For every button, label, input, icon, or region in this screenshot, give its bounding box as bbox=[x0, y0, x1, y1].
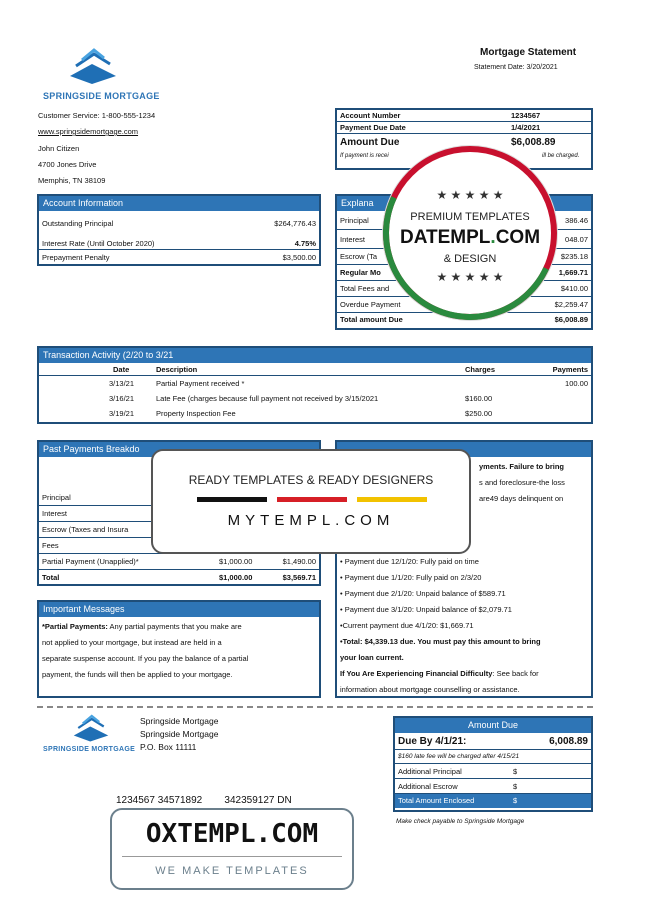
delinq-line: • Payment due 1/1/20: Fully paid on 2/3/20 bbox=[340, 573, 482, 582]
messages-title: Important Messages bbox=[39, 602, 319, 617]
table-row bbox=[39, 406, 591, 421]
past-payments-title: Past Payments Breakdo bbox=[39, 442, 319, 457]
flag-red bbox=[277, 497, 347, 502]
mytempl-com: MYTEMPL.COM bbox=[227, 512, 395, 529]
delinq-line: •Current payment due 4/1/20: $1,669.71 bbox=[340, 621, 474, 630]
and-design: & DESIGN bbox=[443, 253, 497, 265]
pp-fees: Fees bbox=[42, 541, 59, 550]
stars-bottom: ★ ★ ★ ★ ★ bbox=[436, 270, 504, 284]
messages-line1: Any partial payments that you make are bbox=[107, 622, 242, 631]
hardship-rest: : See back for bbox=[492, 669, 539, 678]
due-by-label: Due By 4/1/21: bbox=[398, 736, 467, 747]
customer-street: 4700 Jones Drive bbox=[38, 160, 97, 169]
delinq-line: • Payment due 3/1/20: Unpaid balance of $2,079.71 bbox=[340, 605, 512, 614]
delinq-total-1: •Total: $4,339.13 due. You must pay this amount to bring bbox=[340, 637, 541, 646]
messages-line3: separate suspense account. If you pay the balance of a partial bbox=[42, 654, 249, 663]
transactions-box bbox=[37, 346, 593, 424]
mytempl-watermark bbox=[151, 449, 471, 554]
table-row bbox=[39, 391, 591, 406]
transactions-title: Transaction Activity (2/20 to 3/21 bbox=[39, 348, 591, 363]
datempl-dot: . bbox=[490, 227, 496, 248]
tx-date: 3/13/21 bbox=[109, 379, 135, 388]
oxtempl-watermark bbox=[110, 808, 354, 890]
statement-title: Mortgage Statement bbox=[480, 47, 577, 58]
payment-due-date-value: 1/4/2021 bbox=[511, 123, 541, 132]
pp-principal: Principal bbox=[42, 493, 71, 502]
amount-due-title: Amount Due bbox=[395, 718, 591, 733]
additional-principal-label: Additional Principal bbox=[398, 767, 462, 776]
tear-line bbox=[37, 706, 593, 708]
pp-partial: Partial Payment (Unapplied)* bbox=[42, 557, 139, 566]
flag-gold bbox=[357, 497, 427, 502]
interest-rate-value: 4.75% bbox=[294, 239, 316, 248]
pp-partial-a: $1,000.00 bbox=[219, 557, 253, 566]
exp-fees-label: Total Fees and bbox=[340, 284, 390, 293]
company-logo-icon bbox=[62, 46, 124, 91]
prepayment-penalty-value: $3,500.00 bbox=[282, 253, 316, 262]
col-description: Description bbox=[156, 365, 198, 374]
datempl-text: DATEMPL bbox=[399, 227, 491, 248]
delinq-line: • Payment due 12/1/20: Fully paid on time bbox=[340, 557, 479, 566]
exp-escrow-value: $235.18 bbox=[560, 252, 588, 261]
col-charges: Charges bbox=[465, 365, 496, 374]
tx-desc: Partial Payment received * bbox=[156, 379, 245, 388]
exp-total-label: Total amount Due bbox=[340, 315, 403, 324]
tx-payment: 100.00 bbox=[565, 379, 588, 388]
delinq-top-2: s and foreclosure-the loss bbox=[479, 478, 565, 487]
outstanding-principal-value: $264,776.43 bbox=[274, 219, 316, 228]
exp-overdue-value: $2,259.47 bbox=[554, 300, 588, 309]
company-name: SPRINGSIDE MORTGAGE bbox=[43, 91, 160, 101]
exp-total-value: $6,008.89 bbox=[554, 315, 588, 324]
important-messages-box bbox=[37, 600, 321, 698]
customer-city: Memphis, TN 38109 bbox=[38, 176, 106, 185]
pp-total: Total bbox=[42, 573, 60, 582]
pp-interest: Interest bbox=[42, 509, 68, 518]
we-make-templates: WE MAKE TEMPLATES bbox=[155, 865, 309, 877]
delinq-line: • Payment due 2/1/20: Unpaid balance of $589.71 bbox=[340, 589, 506, 598]
outstanding-principal-label: Outstanding Principal bbox=[42, 219, 114, 228]
account-number-value: 1234567 bbox=[511, 111, 541, 120]
messages-bold: *Partial Payments: bbox=[42, 622, 108, 631]
exp-principal-label: Principal bbox=[340, 216, 369, 225]
remit-company-name: SPRINGSIDE MORTGAGE bbox=[43, 746, 136, 753]
exp-overdue-label: Overdue Payment bbox=[340, 300, 401, 309]
tx-desc: Property Inspection Fee bbox=[156, 409, 236, 418]
customer-service: Customer Service: 1-800-555-1234 bbox=[38, 111, 156, 120]
pp-total-a: $1,000.00 bbox=[219, 573, 253, 582]
account-number-label: Account Number bbox=[340, 111, 401, 120]
exp-regular-label: Regular Mo bbox=[340, 268, 381, 277]
pp-total-b: $3,569.71 bbox=[282, 573, 316, 582]
pp-partial-b: $1,490.00 bbox=[282, 557, 316, 566]
prepayment-penalty-label: Prepayment Penalty bbox=[42, 253, 110, 262]
remit-address-2: Springside Mortgage bbox=[140, 729, 219, 739]
explanation-title: Explana bbox=[337, 196, 591, 211]
remit-address-3: P.O. Box 11111 bbox=[140, 742, 197, 752]
exp-interest-value: 048.07 bbox=[565, 235, 588, 244]
late-note-left: If payment is recei bbox=[340, 153, 389, 159]
amount-due-value: $6,008.89 bbox=[511, 137, 556, 148]
oxtempl-com: OXTEMPL.COM bbox=[145, 819, 319, 849]
ox-divider bbox=[122, 856, 342, 857]
tx-desc: Late Fee (charges because full payment not received by 3/15/2021 bbox=[156, 394, 379, 403]
interest-rate-label: Interest Rate (Until October 2020) bbox=[42, 239, 155, 248]
late-note-right: ill be charged. bbox=[542, 153, 580, 159]
exp-interest-label: Interest bbox=[340, 235, 366, 244]
account-information-box bbox=[37, 194, 321, 266]
total-enclosed-label: Total Amount Enclosed bbox=[398, 796, 475, 805]
ready-templates: READY TEMPLATES & READY DESIGNERS bbox=[188, 473, 434, 487]
account-information-title: Account Information bbox=[39, 196, 319, 211]
exp-principal-value: 386.46 bbox=[565, 216, 588, 225]
exp-fees-value: $410.00 bbox=[560, 284, 588, 293]
stars-top: ★ ★ ★ ★ ★ bbox=[436, 188, 504, 202]
table-row bbox=[39, 376, 591, 391]
pp-escrow: Escrow (Taxes and Insura bbox=[42, 525, 129, 534]
total-enclosed-input[interactable]: $ bbox=[513, 796, 518, 805]
delinq-top-1: yments. Failure to bring bbox=[479, 462, 565, 471]
hardship-bold: If You Are Experiencing Financial Difficulty bbox=[340, 669, 493, 678]
amount-due-label: Amount Due bbox=[340, 137, 400, 148]
late-fee-note: $160 late fee will be charged after 4/15/21 bbox=[398, 753, 520, 760]
customer-name: John Citizen bbox=[38, 144, 80, 153]
remit-logo-icon bbox=[66, 713, 116, 748]
hardship-line2: information about mortgage counselling or assistance. bbox=[340, 685, 520, 694]
messages-line2: not applied to your mortgage, but instead are held in a bbox=[42, 638, 222, 647]
delinq-total-2: your loan current. bbox=[340, 653, 404, 662]
additional-escrow-label: Additional Escrow bbox=[398, 782, 458, 791]
exp-escrow-label: Escrow (Ta bbox=[340, 252, 378, 261]
tx-charge: $160.00 bbox=[465, 394, 493, 403]
premium-templates: PREMIUM TEMPLATES bbox=[410, 211, 530, 223]
additional-principal-input[interactable]: $ bbox=[513, 767, 518, 776]
additional-escrow-input[interactable]: $ bbox=[513, 782, 518, 791]
remit-address-1: Springside Mortgage bbox=[140, 716, 219, 726]
datempl-com: COM bbox=[495, 227, 541, 248]
due-by-value: 6,008.89 bbox=[549, 736, 588, 747]
statement-date: Statement Date: 3/20/2021 bbox=[474, 64, 558, 71]
tx-charge: $250.00 bbox=[465, 409, 493, 418]
datempl-watermark bbox=[383, 146, 557, 320]
tx-date: 3/19/21 bbox=[109, 409, 135, 418]
exp-regular-value: 1,669.71 bbox=[558, 268, 588, 277]
payment-due-date-label: Payment Due Date bbox=[340, 123, 406, 132]
amount-due-box bbox=[393, 716, 593, 812]
messages-line4: payment, the funds will then be applied to your mortgage. bbox=[42, 670, 233, 679]
col-date: Date bbox=[113, 365, 130, 374]
payable-note: Make check payable to Springside Mortgage bbox=[396, 818, 525, 825]
flag-black bbox=[197, 497, 267, 502]
col-payments: Payments bbox=[552, 365, 588, 374]
tx-date: 3/16/21 bbox=[109, 394, 135, 403]
website-link[interactable]: www.springsidemortgage.com bbox=[38, 127, 139, 136]
remit-codes: 1234567 34571892 342359127 DN bbox=[116, 795, 292, 806]
delinq-top-3: are49 days delinquent on bbox=[479, 494, 564, 503]
